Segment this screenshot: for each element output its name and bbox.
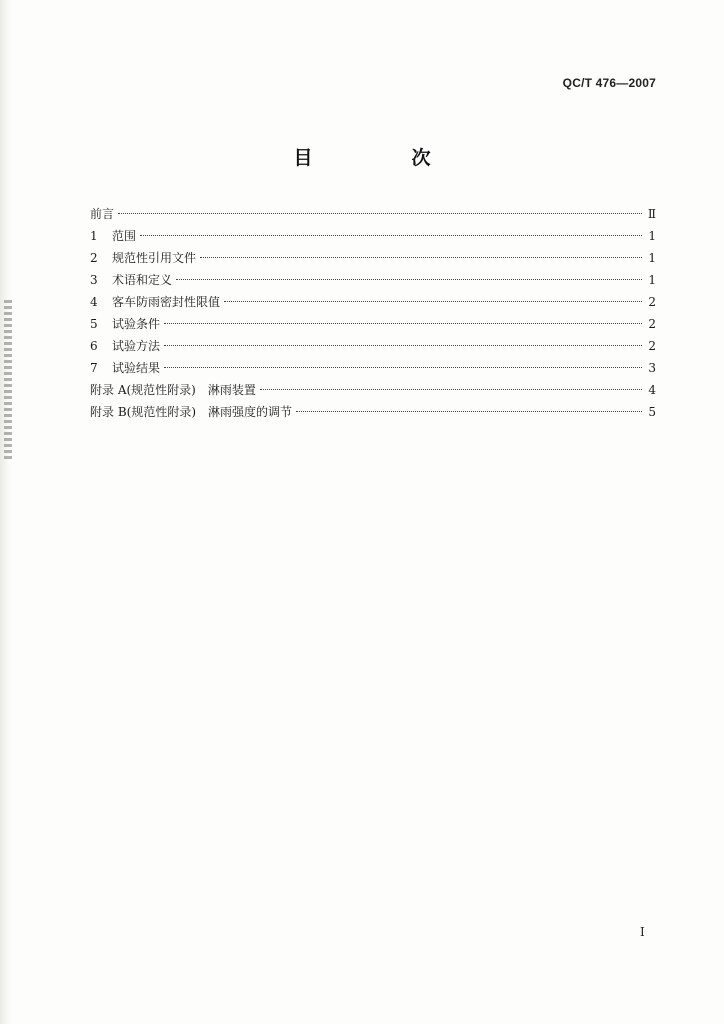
toc-entry-number: 4 bbox=[90, 295, 98, 309]
page-number: I bbox=[640, 925, 645, 939]
toc-entry-page: 1 bbox=[648, 229, 656, 243]
toc-entry-page: 1 bbox=[648, 273, 656, 287]
toc-entry-page: 2 bbox=[648, 317, 656, 331]
toc-entry-number: 6 bbox=[90, 339, 98, 353]
toc-entry-label: 客车防雨密封性限值 bbox=[112, 295, 221, 309]
toc-leader-dots bbox=[260, 389, 642, 390]
toc-leader-dots bbox=[224, 301, 642, 302]
toc-entry-number: 2 bbox=[90, 251, 98, 265]
toc-leader-dots bbox=[164, 367, 642, 368]
toc-entry-label: 术语和定义 bbox=[112, 273, 173, 287]
toc-entry-terms-definitions[interactable] bbox=[90, 269, 656, 291]
toc-entry-label: 试验方法 bbox=[112, 339, 161, 353]
toc-entry-number: 5 bbox=[90, 317, 98, 331]
toc-entry-annex-a[interactable] bbox=[90, 379, 656, 401]
toc-entry-scope[interactable] bbox=[90, 225, 656, 247]
toc-entry-page: 3 bbox=[648, 361, 656, 375]
toc-entry-page: 2 bbox=[648, 295, 656, 309]
toc-entry-label: 前言 bbox=[90, 207, 115, 221]
toc-entry-label: 附录 A(规范性附录) 淋雨装置 bbox=[90, 383, 256, 397]
toc-leader-dots bbox=[164, 345, 642, 346]
toc-leader-dots bbox=[296, 411, 642, 412]
toc-leader-dots bbox=[164, 323, 642, 324]
toc-entry-normative-references[interactable] bbox=[90, 247, 656, 269]
toc-entry-number: 3 bbox=[90, 273, 98, 287]
toc-leader-dots bbox=[140, 235, 642, 236]
table-of-contents bbox=[90, 203, 656, 423]
toc-entry-test-conditions[interactable] bbox=[90, 313, 656, 335]
toc-entry-label: 试验结果 bbox=[112, 361, 161, 375]
toc-leader-dots bbox=[200, 257, 642, 258]
toc-entry-page: 2 bbox=[648, 339, 656, 353]
toc-entry-foreword[interactable] bbox=[90, 203, 656, 225]
toc-entry-annex-b[interactable] bbox=[90, 401, 656, 423]
toc-title: 目 次 bbox=[293, 147, 471, 169]
toc-entry-label: 规范性引用文件 bbox=[112, 251, 197, 265]
toc-entry-sealing-limits[interactable] bbox=[90, 291, 656, 313]
toc-entry-page: Ⅱ bbox=[647, 207, 656, 221]
toc-entry-page: 4 bbox=[648, 383, 656, 397]
toc-entry-test-results[interactable] bbox=[90, 357, 656, 379]
toc-leader-dots bbox=[118, 213, 642, 214]
standard-code: QC/T 476—2007 bbox=[562, 76, 656, 90]
toc-entry-label: 范围 bbox=[112, 229, 137, 243]
toc-entry-label: 附录 B(规范性附录) 淋雨强度的调节 bbox=[90, 405, 292, 419]
binding-marks bbox=[4, 300, 12, 460]
toc-entry-number: 1 bbox=[90, 229, 98, 243]
toc-entry-test-method[interactable] bbox=[90, 335, 656, 357]
toc-entry-number: 7 bbox=[90, 361, 98, 375]
toc-entry-label: 试验条件 bbox=[112, 317, 161, 331]
toc-entry-page: 5 bbox=[648, 405, 656, 419]
toc-entry-page: 1 bbox=[648, 251, 656, 265]
toc-leader-dots bbox=[176, 279, 642, 280]
